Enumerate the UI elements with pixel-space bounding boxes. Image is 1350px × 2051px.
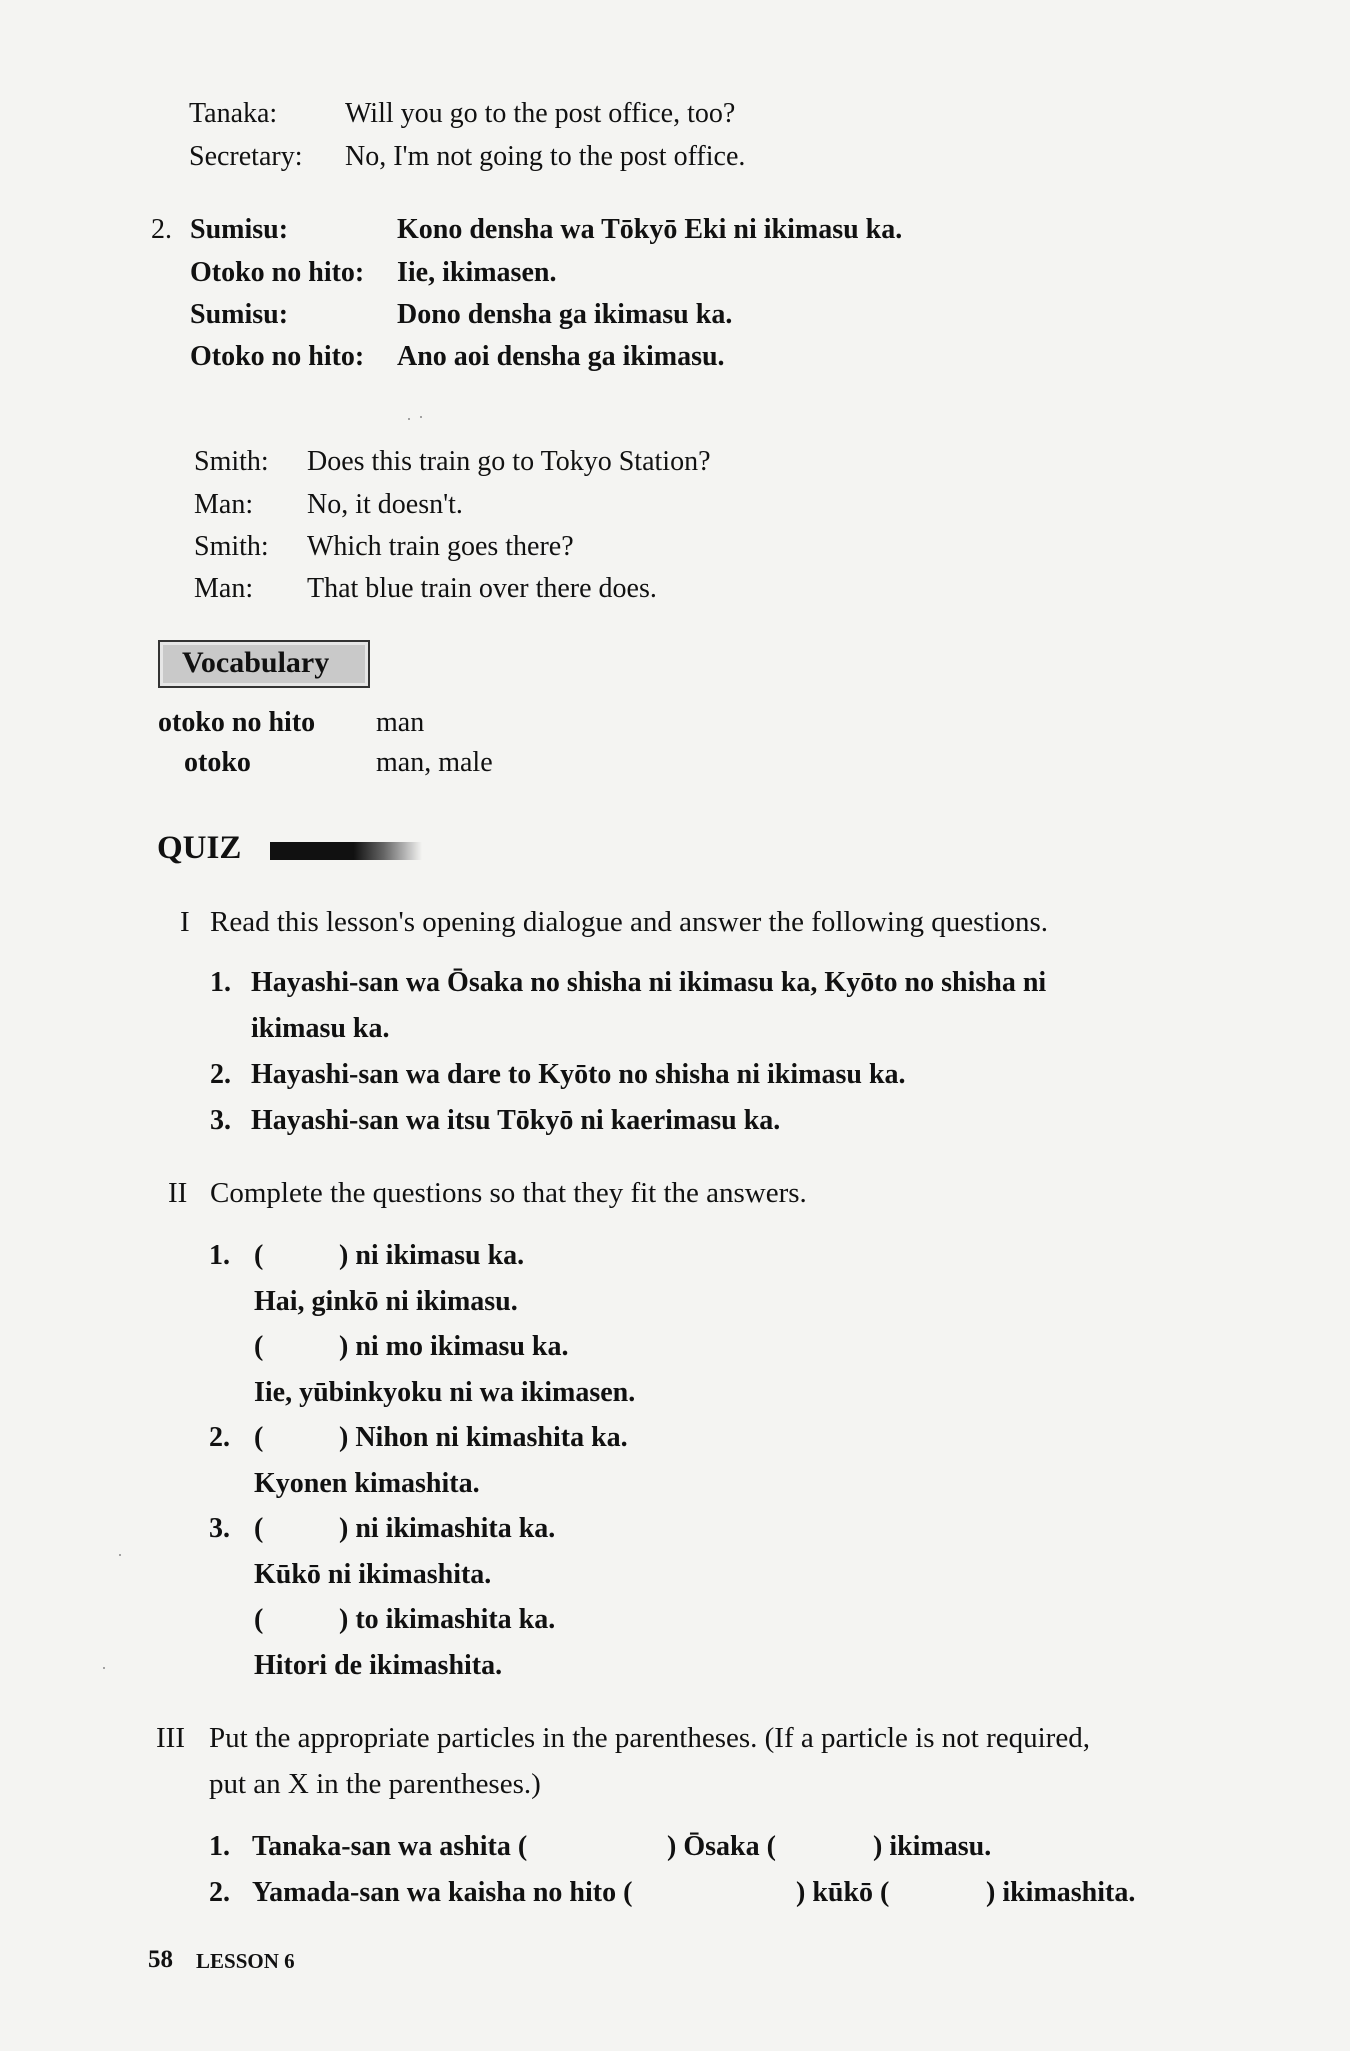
quiz-s2-line5-rest: ) Nihon ni kimashita ka. xyxy=(339,1422,628,1453)
quiz-section2-numeral: II xyxy=(168,1177,188,1209)
quiz-heading: QUIZ xyxy=(157,830,242,866)
dialogue2-en-speaker-1: Smith: xyxy=(194,446,269,477)
quiz-s2-line4: Iie, yūbinkyoku ni wa ikimasen. xyxy=(254,1377,636,1408)
dialogue2-en-speaker-2: Man: xyxy=(194,489,254,520)
quiz-s2-line3-rest: ) ni mo ikimasu ka. xyxy=(339,1331,569,1362)
quiz-heading-bar xyxy=(270,842,422,860)
scan-speck xyxy=(420,416,422,418)
quiz-s2-line3-open: ( xyxy=(254,1331,264,1362)
footer-lesson-label: LESSON 6 xyxy=(196,1949,295,1973)
quiz-s3-q1-part-c: ) ikimasu. xyxy=(873,1831,992,1862)
quiz-s1-q1-number: 1. xyxy=(210,967,231,998)
vocabulary-heading-box xyxy=(158,640,370,688)
dialogue1-speaker-2: Secretary: xyxy=(189,141,303,172)
quiz-s1-q2-number: 2. xyxy=(210,1059,231,1090)
quiz-s1-q2: Hayashi-san wa dare to Kyōto no shisha ni ikimasu ka. xyxy=(251,1059,906,1090)
dialogue2-en-speaker-3: Smith: xyxy=(194,531,269,562)
quiz-s2-line9-open: ( xyxy=(254,1604,264,1635)
dialogue2-jp-line-3: Dono densha ga ikimasu ka. xyxy=(397,299,733,330)
quiz-s2-line5-open: ( xyxy=(254,1422,264,1453)
quiz-s2-line2: Hai, ginkō ni ikimasu. xyxy=(254,1286,518,1317)
dialogue1-line-2: No, I'm not going to the post office. xyxy=(345,141,746,172)
quiz-s2-line7-open: ( xyxy=(254,1513,264,1544)
vocabulary-heading: Vocabulary xyxy=(182,646,330,679)
scan-speck xyxy=(103,1667,105,1669)
quiz-s2-line7-rest: ) ni ikimashita ka. xyxy=(339,1513,556,1544)
quiz-s2-line8: Kūkō ni ikimashita. xyxy=(254,1559,492,1590)
scan-speck xyxy=(408,418,410,420)
quiz-s2-item1-number: 1. xyxy=(209,1240,230,1271)
vocab-term-2: otoko xyxy=(184,747,251,778)
quiz-section1-numeral: I xyxy=(180,906,190,938)
dialogue2-en-line-3: Which train goes there? xyxy=(307,531,574,562)
dialogue2-number: 2. xyxy=(151,214,172,245)
quiz-s2-line1-rest: ) ni ikimasu ka. xyxy=(339,1240,525,1271)
quiz-s3-q2-part-b: ) kūkō ( xyxy=(796,1877,890,1908)
quiz-s1-q1-line1: Hayashi-san wa Ōsaka no shisha ni ikimasu ka, Kyōto no shisha ni xyxy=(251,967,1047,998)
dialogue1-line-1: Will you go to the post office, too? xyxy=(345,98,736,129)
dialogue1-speaker-1: Tanaka: xyxy=(189,98,278,129)
quiz-s1-q3: Hayashi-san wa itsu Tōkyō ni kaerimasu ka. xyxy=(251,1105,781,1136)
dialogue2-jp-speaker-4: Otoko no hito: xyxy=(190,341,365,372)
quiz-section3-instruction-line1: Put the appropriate particles in the parentheses. (If a particle is not required, xyxy=(209,1722,1090,1754)
dialogue2-en-speaker-4: Man: xyxy=(194,573,254,604)
quiz-s3-q2-number: 2. xyxy=(209,1877,230,1908)
dialogue2-en-line-2: No, it doesn't. xyxy=(307,489,463,520)
quiz-s1-q3-number: 3. xyxy=(210,1105,231,1136)
quiz-s3-q2-part-a: Yamada-san wa kaisha no hito ( xyxy=(252,1877,633,1908)
vocab-meaning-1: man xyxy=(376,707,425,738)
quiz-s2-line10: Hitori de ikimashita. xyxy=(254,1650,503,1681)
vocab-meaning-2: man, male xyxy=(376,747,493,778)
quiz-s2-item3-number: 3. xyxy=(209,1513,230,1544)
quiz-section1-instruction: Read this lesson's opening dialogue and answer the following questions. xyxy=(210,906,1049,938)
quiz-s2-line1-open: ( xyxy=(254,1240,264,1271)
quiz-s2-item2-number: 2. xyxy=(209,1422,230,1453)
quiz-s2-line6: Kyonen kimashita. xyxy=(254,1468,480,1499)
quiz-s3-q1-part-b: ) Ōsaka ( xyxy=(667,1831,776,1862)
quiz-s3-q1-part-a: Tanaka-san wa ashita ( xyxy=(252,1831,528,1862)
dialogue2-jp-speaker-2: Otoko no hito: xyxy=(190,257,365,288)
dialogue2-jp-speaker-3: Sumisu: xyxy=(190,299,289,330)
dialogue2-en-line-4: That blue train over there does. xyxy=(307,573,657,604)
quiz-section2-instruction: Complete the questions so that they fit the answers. xyxy=(210,1177,807,1209)
dialogue2-jp-speaker-1: Sumisu: xyxy=(190,214,289,245)
dialogue2-jp-line-1: Kono densha wa Tōkyō Eki ni ikimasu ka. xyxy=(397,214,903,245)
quiz-s2-line9-rest: ) to ikimashita ka. xyxy=(339,1604,556,1635)
page-number: 58 xyxy=(148,1946,173,1973)
dialogue2-jp-line-2: Iie, ikimasen. xyxy=(397,257,557,288)
quiz-section3-instruction-line2: put an X in the parentheses.) xyxy=(209,1768,541,1800)
scan-speck xyxy=(119,1554,121,1556)
quiz-section3-numeral: III xyxy=(156,1722,185,1754)
dialogue2-jp-line-4: Ano aoi densha ga ikimasu. xyxy=(397,341,725,372)
quiz-s1-q1-line2: ikimasu ka. xyxy=(251,1013,390,1044)
quiz-s3-q2-part-c: ) ikimashita. xyxy=(986,1877,1136,1908)
dialogue2-en-line-1: Does this train go to Tokyo Station? xyxy=(307,446,711,477)
vocab-term-1: otoko no hito xyxy=(158,707,316,738)
quiz-s3-q1-number: 1. xyxy=(209,1831,230,1862)
